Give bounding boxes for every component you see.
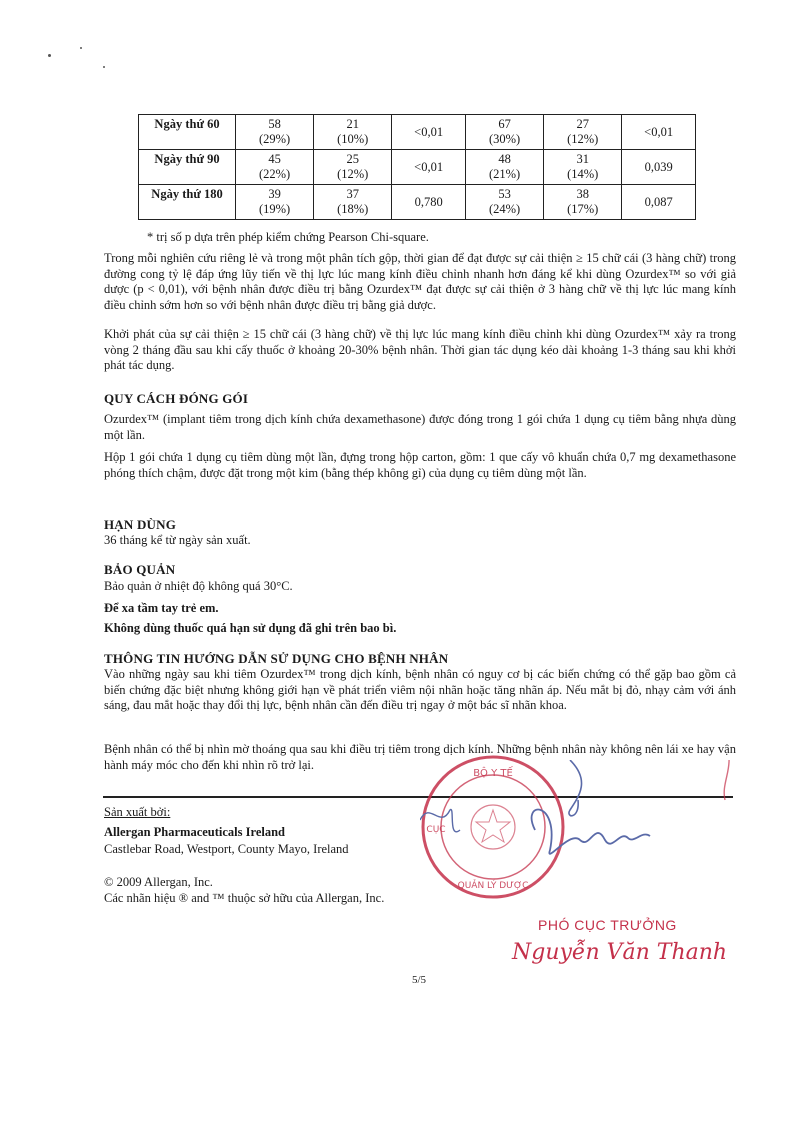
paragraph-onset-improvement: Khởi phát của sự cải thiện ≥ 15 chữ cái (3 hàng chữ) về thị lực lúc mang kính điều chỉnh khi dùng Ozurdex™ xảy ra trong vòng 2 tháng đầu sau khi cấy thuốc ở khoảng 20-30% bệnh nhân. Thời gian tác dụng kéo dài khoảng 1-3 tháng sau khi khởi phát tác dụng. <box>104 327 736 372</box>
cell-line: (24%) <box>488 202 521 216</box>
cell-line: (29%) <box>258 132 291 146</box>
scan-speck <box>103 66 105 68</box>
packaging-heading: QUY CÁCH ĐÓNG GÓI <box>104 391 249 406</box>
table-cell: <0,01 <box>622 115 696 150</box>
stamp-text-left: CỤC <box>426 825 446 835</box>
cell-line: (12%) <box>567 132 599 146</box>
table-cell: 0,039 <box>622 150 696 185</box>
table-row <box>139 115 696 150</box>
packaging-paragraph-2: Hộp 1 gói chứa 1 dụng cụ tiêm dùng một lần, đựng trong hộp carton, gồm: 1 que cấy vô khuẩn chứa 0,7 mg dexamethasone phóng thích chậm, được đặt trong một kim (bằng thép không gỉ) của dụng cụ tiêm dùng một lần. <box>104 450 736 480</box>
cell-line: (10%) <box>337 132 369 146</box>
table-cell <box>314 115 392 150</box>
table-cell: 0,087 <box>622 185 696 220</box>
trademark-text: Các nhãn hiệu ® and ™ thuộc sở hữu của Allergan, Inc. <box>104 891 385 905</box>
expiry-text: 36 tháng kể từ ngày sản xuất. <box>104 533 251 547</box>
manufacturer-address: Castlebar Road, Westport, County Mayo, Ireland <box>104 842 349 856</box>
cell-line: 31 <box>576 152 589 166</box>
signer-title: PHÓ CỤC TRƯỞNG <box>538 917 677 933</box>
cell-line: 25 <box>346 152 359 166</box>
table-cell <box>314 150 392 185</box>
table-cell <box>236 115 314 150</box>
table-cell: <0,01 <box>392 150 466 185</box>
table-cell <box>236 150 314 185</box>
handwritten-signature-icon <box>420 760 740 880</box>
cell-line: (12%) <box>337 167 369 181</box>
patient-info-paragraph-2: Bệnh nhân có thể bị nhìn mờ thoáng qua sau khi điều trị tiêm trong dịch kính. Những bệnh nhân này không nên lái xe hay vận hành máy móc cho đến khi nhìn rõ trở lại. <box>104 742 736 772</box>
table-row <box>139 150 696 185</box>
table-cell <box>465 185 543 220</box>
cell-line: 48 <box>498 152 511 166</box>
cell-line: 45 <box>268 152 281 166</box>
storage-heading: BẢO QUẢN <box>104 562 176 577</box>
table-cell: 0,780 <box>392 185 466 220</box>
cell-line: 21 <box>346 117 359 131</box>
table-cell <box>544 115 622 150</box>
table-cell <box>236 185 314 220</box>
copyright-text: © 2009 Allergan, Inc. <box>104 875 213 889</box>
results-table <box>138 114 696 220</box>
cell-line: (30%) <box>488 132 521 146</box>
scan-speck <box>80 47 82 49</box>
expiry-heading: HẠN DÙNG <box>104 517 177 532</box>
packaging-paragraph-1: Ozurdex™ (implant tiêm trong dịch kính chứa dexamethasone) được đóng trong 1 gói chứa 1 dụng cụ tiêm bằng nhựa dùng một lần. <box>104 412 736 442</box>
manufacturer-label: Sản xuất bởi: <box>104 805 171 819</box>
paragraph-onset-time: Trong mỗi nghiên cứu riêng lẻ và trong một phân tích gộp, thời gian để đạt được sự cải thiện ≥ 15 chữ cái (3 hàng chữ) trong đường cong tỷ lệ đáp ứng lũy tiến về thị lực lúc mang kính điều chỉnh nhanh hơn đáng kể khi dùng Ozurdex™ so với giả dược (p < 0,01), với bệnh nhân được điều trị bằng Ozurdex™ đạt được sự cải thiện ở 3 hàng chữ về thị lực lúc mang kính điều chỉnh sớm hơn so với bệnh nhân được điều trị bằng giả dược. <box>104 251 736 312</box>
table-cell <box>544 150 622 185</box>
cell-line: (14%) <box>567 167 599 181</box>
cell-line: (17%) <box>567 202 599 216</box>
cell-line: 37 <box>346 187 359 201</box>
stamp-text-top: BỘ Y TẾ <box>473 768 513 779</box>
cell-line: (21%) <box>488 167 521 181</box>
patient-info-paragraph-1: Vào những ngày sau khi tiêm Ozurdex™ trong dịch kính, bệnh nhân có nguy cơ bị các biến chứng có thể gặp bao gồm cả biến chứng đặc biệt nhưng không giới hạn về phát triển viêm nội nhãn hoặc tăng nhãn áp. Nếu mắt bị đỏ, nhạy cảm với ánh sáng, đau mắt hoặc thay đổi thị lực, bệnh nhân cần đến điều trị ngay ở một bác sĩ nhãn khoa. <box>104 667 736 712</box>
cell-line: (18%) <box>337 202 369 216</box>
table-cell <box>314 185 392 220</box>
patient-info-heading: THÔNG TIN HƯỚNG DẪN SỬ DỤNG CHO BỆNH NHÂN <box>104 651 449 666</box>
table-cell <box>544 185 622 220</box>
table-footnote: * trị số p dựa trên phép kiểm chứng Pearson Chi-square. <box>147 230 429 244</box>
table-cell: <0,01 <box>392 115 466 150</box>
manufacturer-name: Allergan Pharmaceuticals Ireland <box>104 825 285 839</box>
cell-line: 67 <box>498 117 511 131</box>
table-row <box>139 185 696 220</box>
cell-line: 58 <box>268 117 281 131</box>
storage-warning-children: Để xa tầm tay trẻ em. <box>104 601 219 615</box>
row-label: Ngày thứ 60 <box>139 115 236 150</box>
cell-line: 27 <box>576 117 589 131</box>
table-cell <box>465 150 543 185</box>
row-label: Ngày thứ 90 <box>139 150 236 185</box>
scan-speck <box>48 54 51 57</box>
table-cell <box>465 115 543 150</box>
cell-line: (22%) <box>258 167 291 181</box>
row-label: Ngày thứ 180 <box>139 185 236 220</box>
storage-warning-expired: Không dùng thuốc quá hạn sử dụng đã ghi trên bao bì. <box>104 621 397 635</box>
signer-name: Nguyễn Văn Thanh <box>512 940 728 965</box>
cell-line: (19%) <box>258 202 291 216</box>
storage-text: Bảo quản ở nhiệt độ không quá 30°C. <box>104 579 293 593</box>
stamp-text-bottom: QUẢN LÝ DƯỢC <box>457 881 529 891</box>
cell-line: 53 <box>498 187 511 201</box>
cell-line: 39 <box>268 187 281 201</box>
cell-line: 38 <box>576 187 589 201</box>
page-number: 5/5 <box>412 974 427 986</box>
